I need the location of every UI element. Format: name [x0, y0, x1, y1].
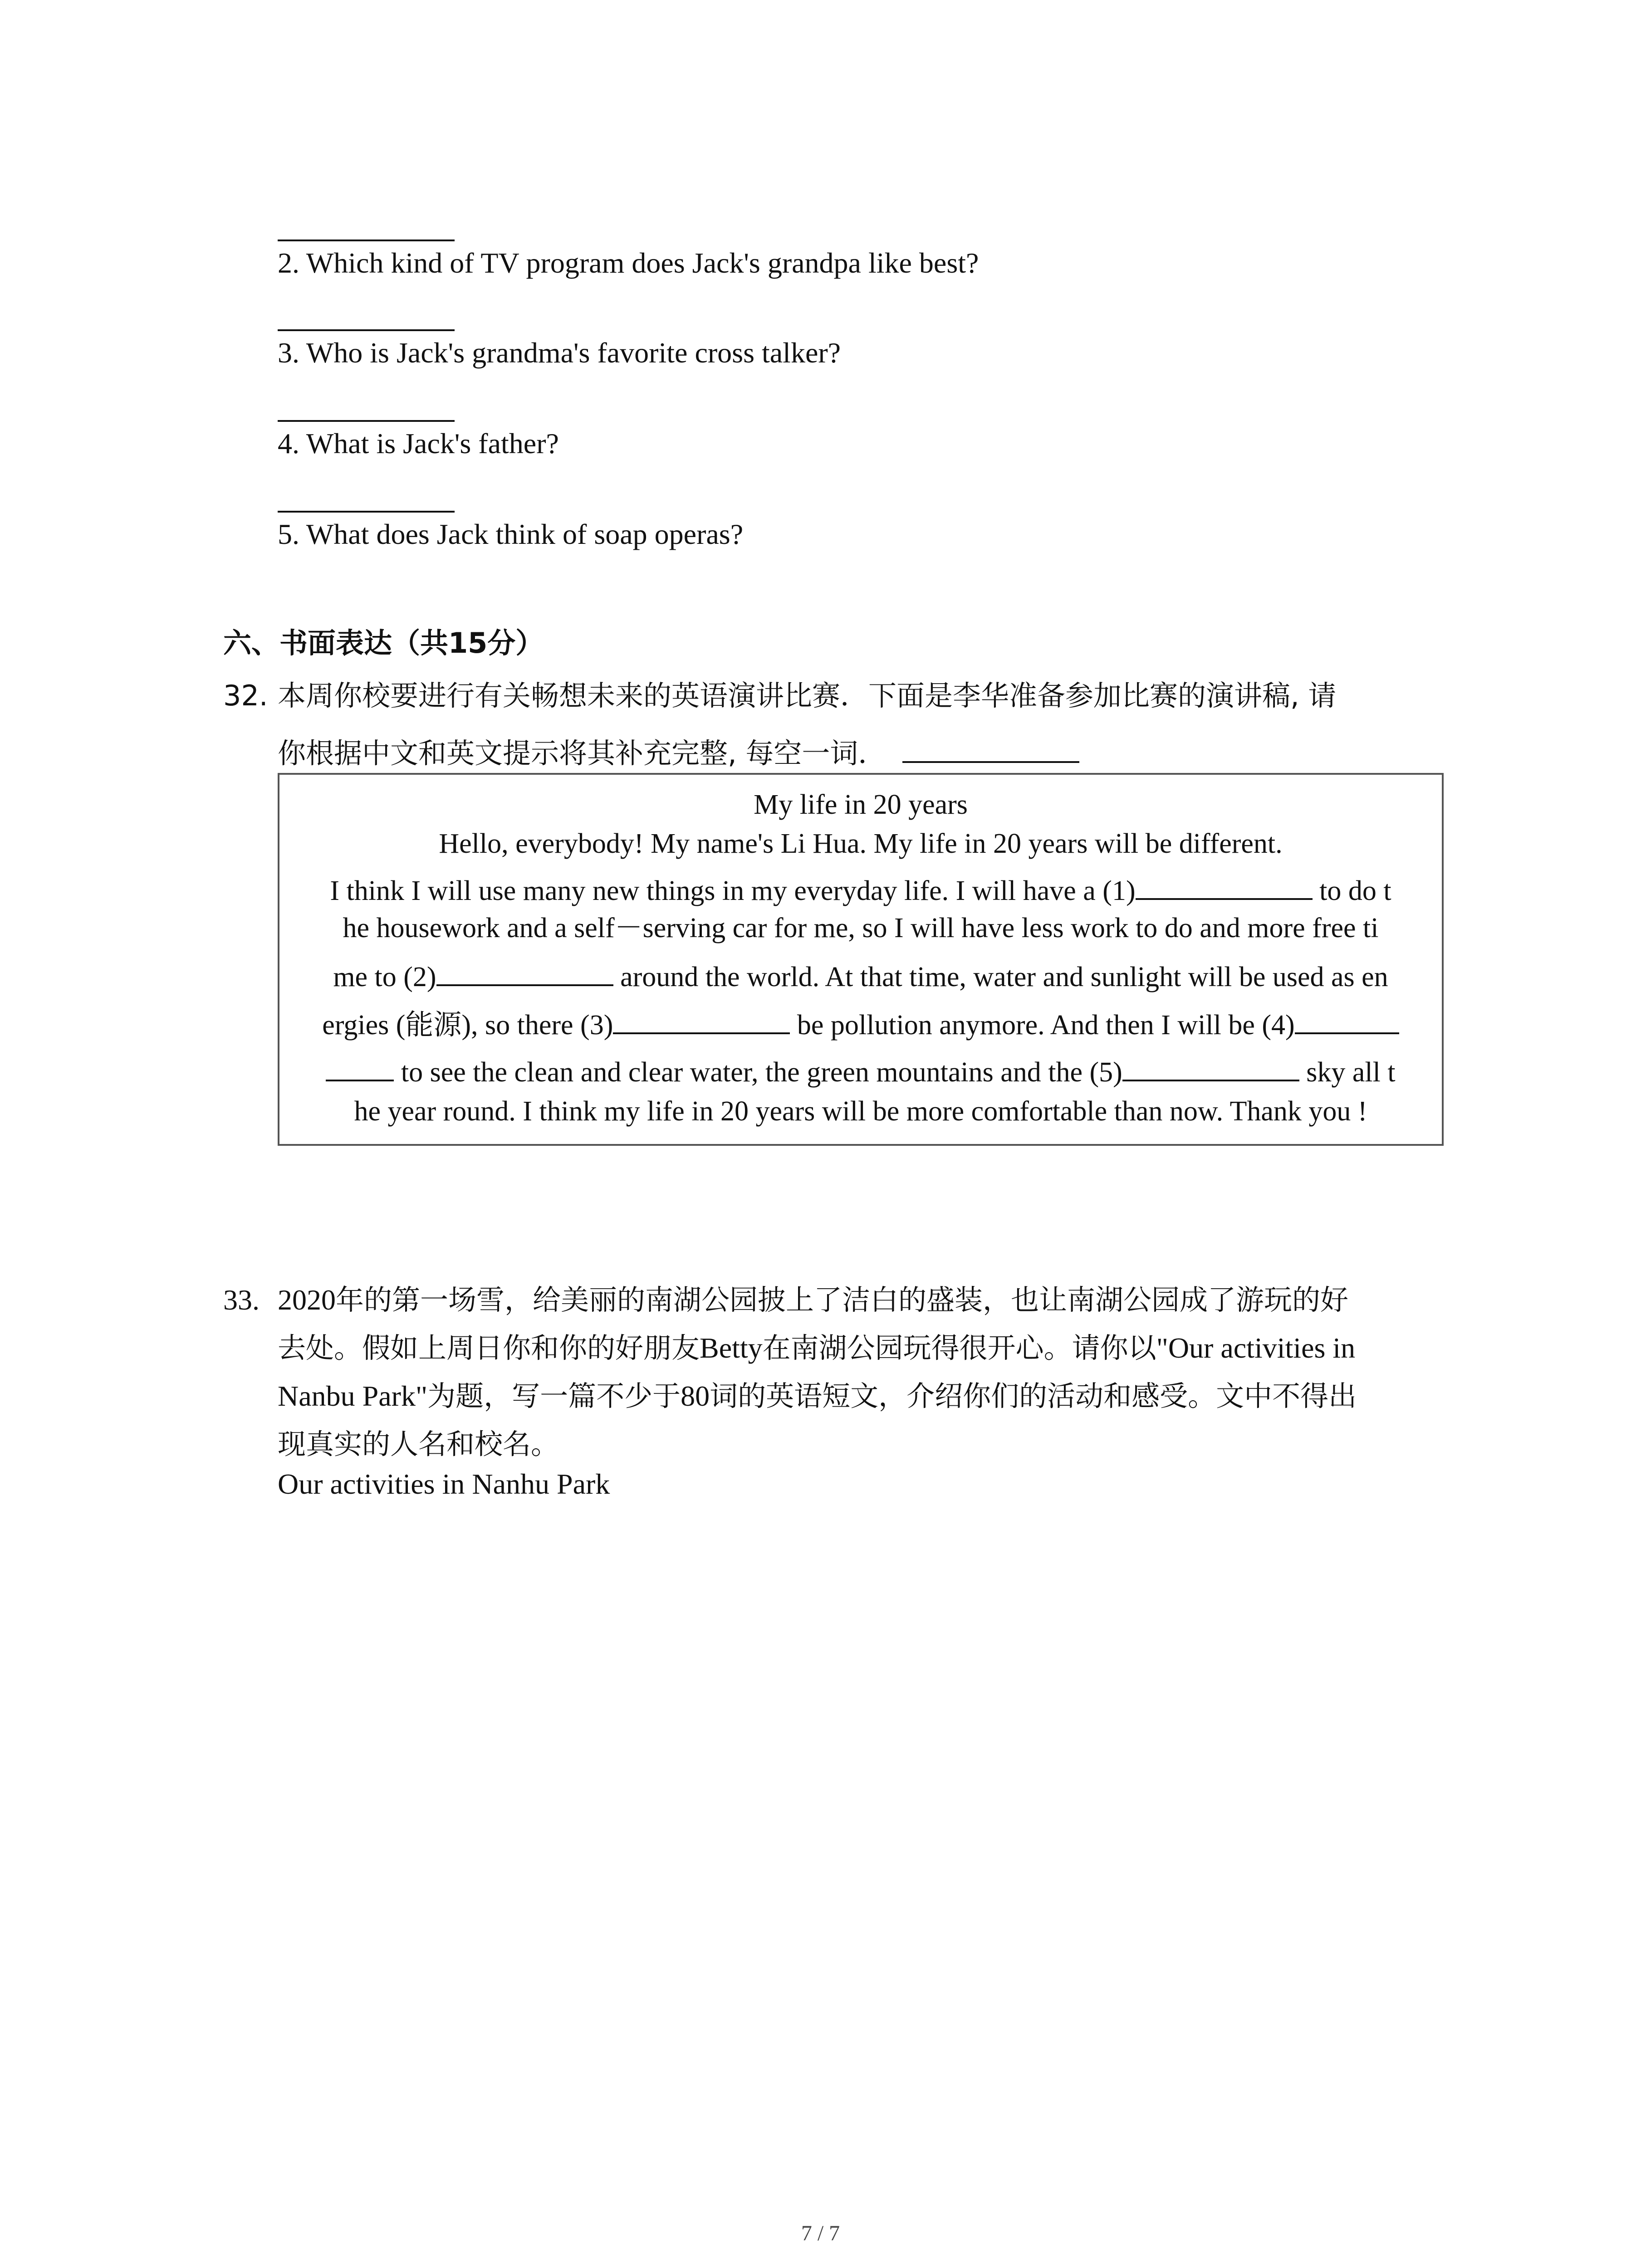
prompt-text: 去处。假如上周日你和你的好朋友: [278, 1331, 700, 1364]
item-32-instruction-line2: [278, 734, 1079, 772]
prompt-text: "Our activities in: [1156, 1332, 1356, 1364]
speech-line: [279, 1053, 1442, 1090]
item-32-instruction-line1: 本周你校要进行有关畅想未来的英语演讲比赛．下面是李华准备参加比赛的演讲稿, 请: [278, 679, 1337, 712]
speech-text: sky all t: [1299, 1057, 1396, 1088]
question-text: 4. What is Jack's father?: [278, 427, 559, 459]
page-number: 7 / 7: [801, 2221, 840, 2245]
item-33-line1: [278, 1282, 1348, 1318]
question-4: [278, 420, 559, 461]
blank-2[interactable]: [436, 958, 613, 986]
prompt-text: 为题，写一篇不少于: [427, 1379, 681, 1413]
speech-line: [279, 872, 1442, 908]
prompt-text: 2020: [278, 1284, 336, 1316]
prompt-text: Betty: [700, 1332, 763, 1364]
item-32-number: 32.: [223, 679, 268, 712]
question-text: 3. Who is Jack's grandma's favorite cross talker?: [278, 337, 841, 369]
blank-5[interactable]: [1122, 1053, 1299, 1081]
speech-line: Hello, everybody! My name's Li Hua. My life in 20 years will be different.: [439, 828, 1283, 859]
question-3: [278, 329, 841, 370]
speech-text: me to (2): [333, 962, 436, 992]
answer-blank[interactable]: [902, 734, 1079, 763]
speech-line: he year round. I think my life in 20 years will be more comfortable than now. Thank you !: [354, 1096, 1367, 1127]
speech-text: to do t: [1312, 875, 1391, 906]
prompt-text: Nanbu Park": [278, 1380, 428, 1412]
question-text: 2. Which kind of TV program does Jack's grandpa like best?: [278, 247, 979, 279]
speech-line: [279, 958, 1442, 994]
speech-text: ergies (能源), so there (3): [322, 1010, 613, 1041]
answer-blank[interactable]: [278, 511, 455, 513]
speech-text: be pollution anymore. And then I will be (4): [790, 1010, 1295, 1041]
blank-4-part2[interactable]: [326, 1053, 394, 1081]
speech-line: he housework and a self－serving car for me, so I will have less work to do and more free ti: [343, 913, 1379, 943]
question-text: 5. What does Jack think of soap operas?: [278, 518, 744, 550]
speech-box: [278, 773, 1444, 1146]
item-33-line3: [278, 1378, 1357, 1414]
speech-text: I think I will use many new things in my everyday life. I will have a (1): [330, 875, 1136, 906]
speech-line: [279, 1006, 1442, 1042]
essay-title: Our activities in Nanhu Park: [278, 1468, 610, 1500]
prompt-text: 年的第一场雪，给美丽的南湖公园披上了洁白的盛装，也让南湖公园成了游玩的好: [336, 1283, 1349, 1316]
answer-blank[interactable]: [278, 240, 455, 241]
section-title: 六、书面表达（共15分）: [223, 626, 544, 660]
blank-4-part1[interactable]: [1295, 1006, 1399, 1034]
answer-blank[interactable]: [278, 329, 455, 331]
item-32-instruction-text: 你根据中文和英文提示将其补充完整, 每空一词．: [278, 737, 887, 770]
prompt-text: 80: [681, 1380, 710, 1412]
answer-blank[interactable]: [278, 420, 455, 422]
blank-1[interactable]: [1136, 872, 1313, 900]
item-33-number: 33.: [223, 1284, 260, 1316]
question-5: [278, 511, 743, 552]
blank-3[interactable]: [613, 1006, 790, 1034]
item-33-line2: [278, 1330, 1355, 1366]
speech-text: to see the clean and clear water, the green mountains and the (5): [394, 1057, 1122, 1088]
item-33-line4: 现真实的人名和校名。: [278, 1427, 559, 1461]
question-2: [278, 240, 979, 280]
speech-title: My life in 20 years: [754, 789, 968, 820]
prompt-text: 在南湖公园玩得很开心。请你以: [762, 1331, 1156, 1364]
speech-text: around the world. At that time, water and sunlight will be used as en: [613, 962, 1388, 992]
prompt-text: 词的英语短文，介绍你们的活动和感受。文中不得出: [710, 1379, 1357, 1413]
